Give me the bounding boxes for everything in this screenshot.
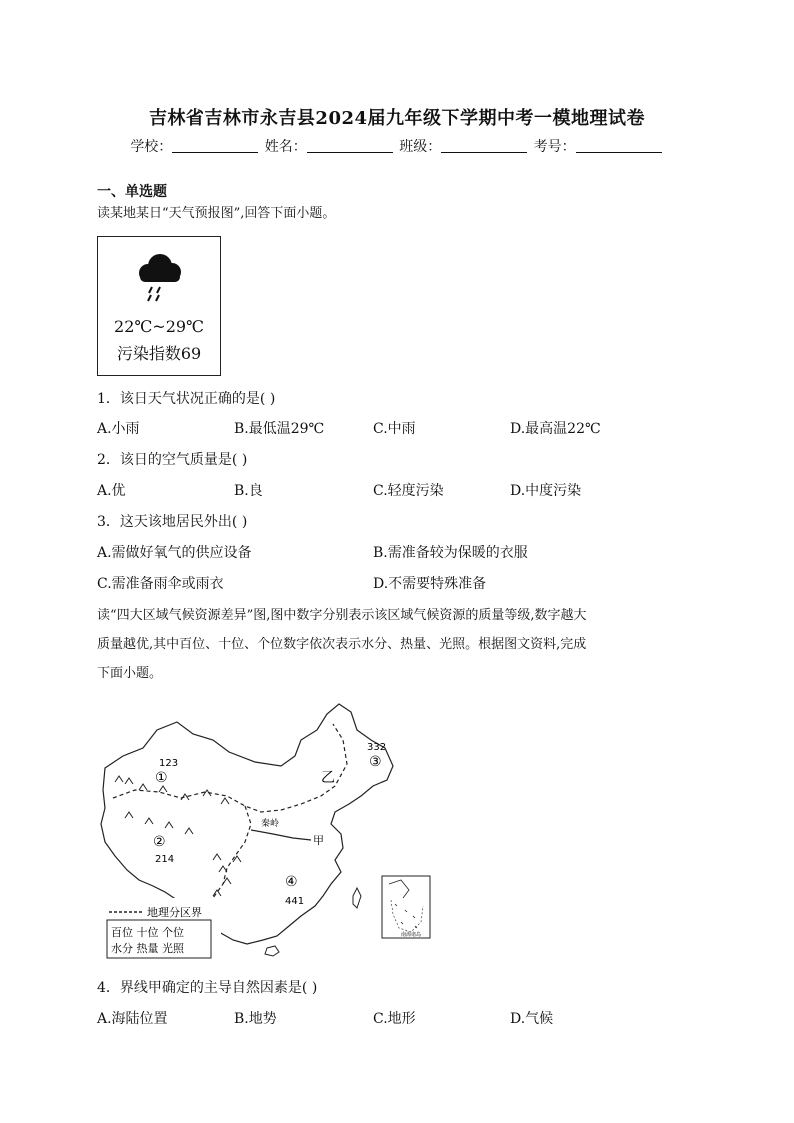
- region-1-value: 123: [159, 758, 179, 769]
- question-2-stem: 2．该日的空气质量是( ): [97, 452, 248, 468]
- rain-cloud-icon: [134, 253, 186, 303]
- intro-text-2-line-1: 读“四大区域气候资源差异”图,图中数字分别表示该区域气候资源的质量等级,数字越大: [97, 608, 587, 623]
- q3-option-b[interactable]: B.需准备较为保暖的衣服: [373, 545, 528, 561]
- map-legend: [103, 898, 221, 960]
- region-4-number: ④: [285, 874, 298, 890]
- q1-option-a[interactable]: A.小雨: [97, 421, 140, 437]
- region-3-value: 332: [367, 742, 387, 753]
- class-blank[interactable]: [441, 138, 527, 153]
- question-4-stem: 4．界线甲确定的主导自然因素是( ): [97, 980, 318, 996]
- hainan-island: [265, 946, 279, 956]
- qinling-line-jia: [251, 830, 311, 840]
- q1-option-d[interactable]: D.最高温22℃: [510, 421, 601, 437]
- temperature-range: 22℃~29℃: [114, 317, 204, 336]
- boundary-north-west: [113, 724, 347, 812]
- taiwan-island: [353, 888, 361, 908]
- pollution-index: 污染指数69: [116, 344, 202, 363]
- exam-no-blank[interactable]: [576, 138, 662, 153]
- student-info-row: [0, 136, 794, 156]
- q2-option-d[interactable]: D.中度污染: [510, 483, 582, 499]
- china-climate-regions-map: [95, 700, 440, 962]
- intro-text-2-line-3: 下面小题。: [97, 666, 163, 681]
- legend-digit-meaning: 水分 热量 光照: [111, 942, 184, 955]
- question-1-stem: 1．该日天气状况正确的是( ): [97, 391, 276, 407]
- page-title: 吉林省吉林市永吉县2024届九年级下学期中考一模地理试卷: [148, 108, 646, 129]
- inset-label: 南海诸岛: [401, 932, 422, 938]
- q4-option-a[interactable]: A.海陆位置: [97, 1011, 168, 1027]
- q2-option-c[interactable]: C.轻度污染: [373, 483, 444, 499]
- section-heading: 一、单选题: [97, 184, 167, 200]
- question-3-stem: 3．这天该地居民外出( ): [97, 514, 248, 530]
- boundary-qinghai-tibet: [203, 806, 251, 910]
- region-2-number: ②: [153, 834, 166, 850]
- q4-option-b[interactable]: B.地势: [234, 1011, 277, 1027]
- q1-option-b[interactable]: B.最低温29℃: [234, 421, 325, 437]
- legend-boundary-label: 地理分区界: [147, 906, 202, 919]
- region-1-number: ①: [155, 770, 168, 786]
- region-4-value: 441: [285, 896, 305, 907]
- q3-option-a[interactable]: A.需做好氧气的供应设备: [97, 545, 252, 561]
- school-blank[interactable]: [172, 138, 258, 153]
- label-qinling: 秦岭: [261, 819, 280, 829]
- q1-option-c[interactable]: C.中雨: [373, 421, 416, 437]
- label-yi: 乙: [321, 770, 335, 786]
- q2-option-b[interactable]: B.良: [234, 483, 263, 499]
- school-label: 学校：: [130, 139, 173, 155]
- region-3-number: ③: [369, 754, 382, 770]
- q3-option-d[interactable]: D.不需要特殊准备: [373, 576, 487, 592]
- name-label: 姓名：: [264, 139, 307, 155]
- q4-option-c[interactable]: C.地形: [373, 1011, 416, 1027]
- legend-digit-places: 百位 十位 个位: [111, 926, 184, 939]
- q2-option-a[interactable]: A.优: [97, 483, 126, 499]
- region-2-value: 214: [155, 854, 175, 865]
- south-china-sea-inset: [382, 876, 430, 938]
- q4-option-d[interactable]: D.气候: [510, 1011, 554, 1027]
- class-label: 班级：: [399, 139, 442, 155]
- name-blank[interactable]: [307, 138, 393, 153]
- mountain-symbols: [115, 776, 241, 896]
- intro-text-1: 读某地某日“天气预报图”,回答下面小题。: [97, 206, 336, 221]
- exam-no-label: 考号：: [533, 139, 576, 155]
- label-jia: 甲: [313, 834, 324, 847]
- intro-text-2-line-2: 质量越优,其中百位、十位、个位数字依次表示水分、热量、光照。根据图文资料,完成: [97, 637, 587, 652]
- q3-option-c[interactable]: C.需准备雨伞或雨衣: [97, 576, 224, 592]
- weather-forecast-card: [97, 236, 221, 376]
